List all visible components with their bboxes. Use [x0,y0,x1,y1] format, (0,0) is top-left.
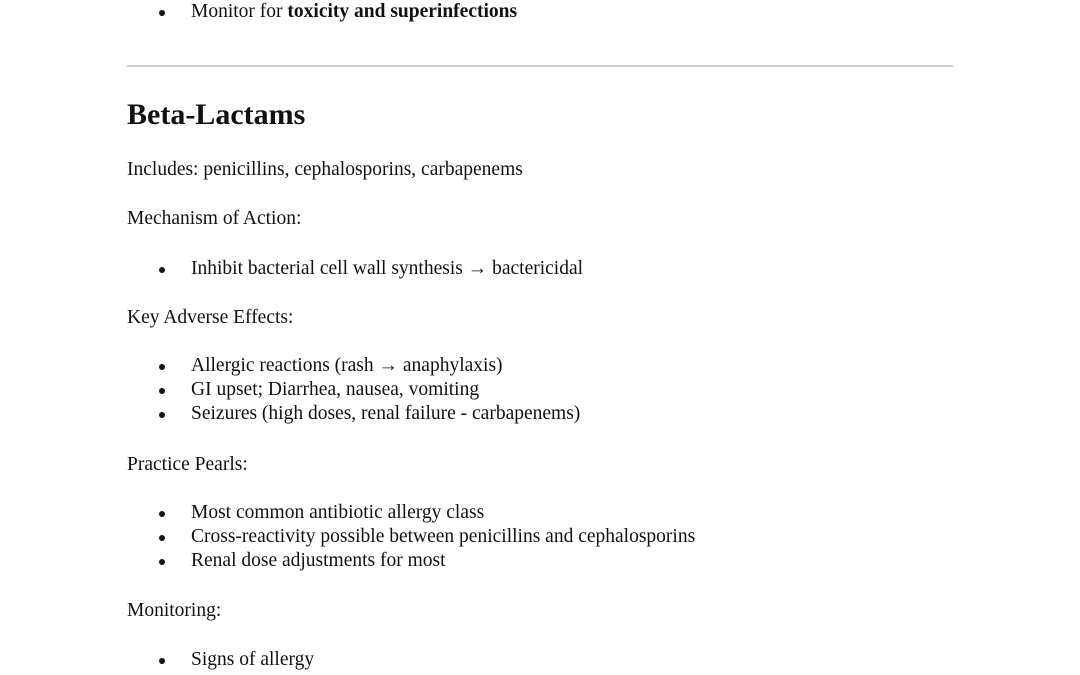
list-item-text: Most common antibiotic allergy class [191,502,485,523]
list-item [0,402,580,426]
list-item-text: Inhibit bacterial cell wall synthesis → bactericidal [191,258,584,279]
list-item-text: GI upset; Diarrhea, nausea, vomiting [191,379,480,400]
previous-section-list [0,0,517,24]
mechanism-list [0,257,583,281]
bullet-icon [159,535,165,541]
list-item-text: Seizures (high doses, renal failure - carbapenems) [191,403,581,424]
bullet-icon [159,364,165,370]
bullet-icon [159,511,165,517]
list-item [0,354,580,378]
section-divider [127,65,953,67]
bullet-icon [159,658,165,664]
list-item [0,257,583,281]
list-item [0,501,695,525]
pearls-heading: Practice Pearls: [127,454,248,475]
bullet-icon [159,559,165,565]
mechanism-heading: Mechanism of Action: [127,208,302,229]
includes-text: Includes: penicillins, cephalosporins, carbapenems [127,159,523,180]
list-item [0,549,695,573]
adverse-list [0,354,580,426]
list-item-text: Renal dose adjustments for most [191,550,446,571]
list-item [0,525,695,549]
monitoring-heading: Monitoring: [127,600,222,621]
pearls-list [0,501,695,573]
list-item-text: Signs of allergy [191,649,315,670]
bullet-icon [159,10,165,16]
list-item [0,648,314,672]
list-item-text: Monitor for [191,1,288,22]
list-item-text: Cross-reactivity possible between penicillins and cephalosporins [191,526,696,547]
list-item-text: Allergic reactions (rash → anaphylaxis) [191,355,503,376]
monitoring-list [0,648,314,672]
bullet-icon [159,388,165,394]
section-title: Beta-Lactams [127,98,306,131]
bullet-icon [159,412,165,418]
list-item-emphasis: toxicity and superinfections [287,1,518,22]
bullet-icon [159,267,165,273]
list-item [0,378,580,402]
list-item [0,0,517,24]
adverse-heading: Key Adverse Effects: [127,307,294,328]
